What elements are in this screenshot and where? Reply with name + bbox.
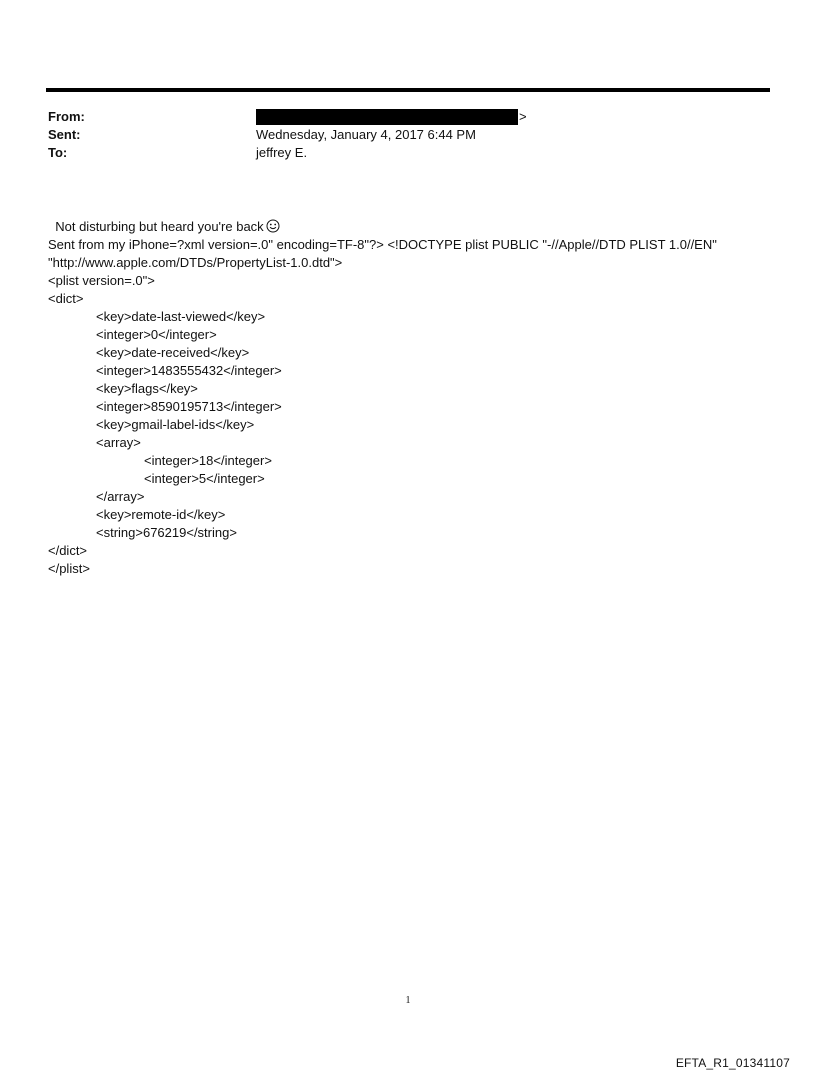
plist-line: <key>flags</key> <box>96 381 198 396</box>
from-value-tail: > <box>519 109 527 124</box>
to-value: jeffrey E. <box>256 145 308 160</box>
plist-line: <integer>18</integer> <box>144 453 272 468</box>
plist-line: <key>remote-id</key> <box>96 507 226 522</box>
message-greeting <box>48 200 280 238</box>
plist-line: <string>676219</string> <box>96 525 237 540</box>
sent-label: Sent: <box>48 127 81 142</box>
header-sent-row <box>48 126 748 144</box>
plist-line: <integer>0</integer> <box>96 327 217 342</box>
plist-line: </plist> <box>48 561 90 576</box>
plist-line: <key>gmail-label-ids</key> <box>96 417 255 432</box>
document-id: EFTA_R1_01341107 <box>675 1056 790 1070</box>
plist-line: <key>date-received</key> <box>96 345 250 360</box>
plist-line: <integer>1483555432</integer> <box>96 363 282 378</box>
sent-value: Wednesday, January 4, 2017 6:44 PM <box>256 127 476 142</box>
plist-block <box>48 272 282 578</box>
to-label: To: <box>48 145 68 160</box>
plist-line: </dict> <box>48 543 88 558</box>
plist-line: <key>date-last-viewed</key> <box>96 309 266 324</box>
from-label: From: <box>48 109 85 124</box>
redaction-block <box>256 109 518 125</box>
plist-line: <dict> <box>48 291 84 306</box>
from-value <box>256 108 527 126</box>
signature-line-1: Sent from my iPhone=?xml version=.0" encoding=TF-8"?> <!DOCTYPE plist PUBLIC "-//Apple//DTD PLIST 1.0//EN" <box>48 237 717 252</box>
header-from-row <box>48 108 748 126</box>
plist-line: <array> <box>96 435 141 450</box>
plist-line: </array> <box>96 489 145 504</box>
plist-line: <plist version=.0"> <box>48 273 155 288</box>
signature-line-2: "http://www.apple.com/DTDs/PropertyList-1.0.dtd"> <box>48 255 343 270</box>
greeting-text: Not disturbing but heard you're back <box>55 219 264 234</box>
header-rule <box>46 88 770 92</box>
page-number: 1 <box>405 995 411 1006</box>
header-to-row <box>48 144 748 162</box>
plist-line: <integer>5</integer> <box>144 471 265 486</box>
plist-line: <integer>8590195713</integer> <box>96 399 282 414</box>
